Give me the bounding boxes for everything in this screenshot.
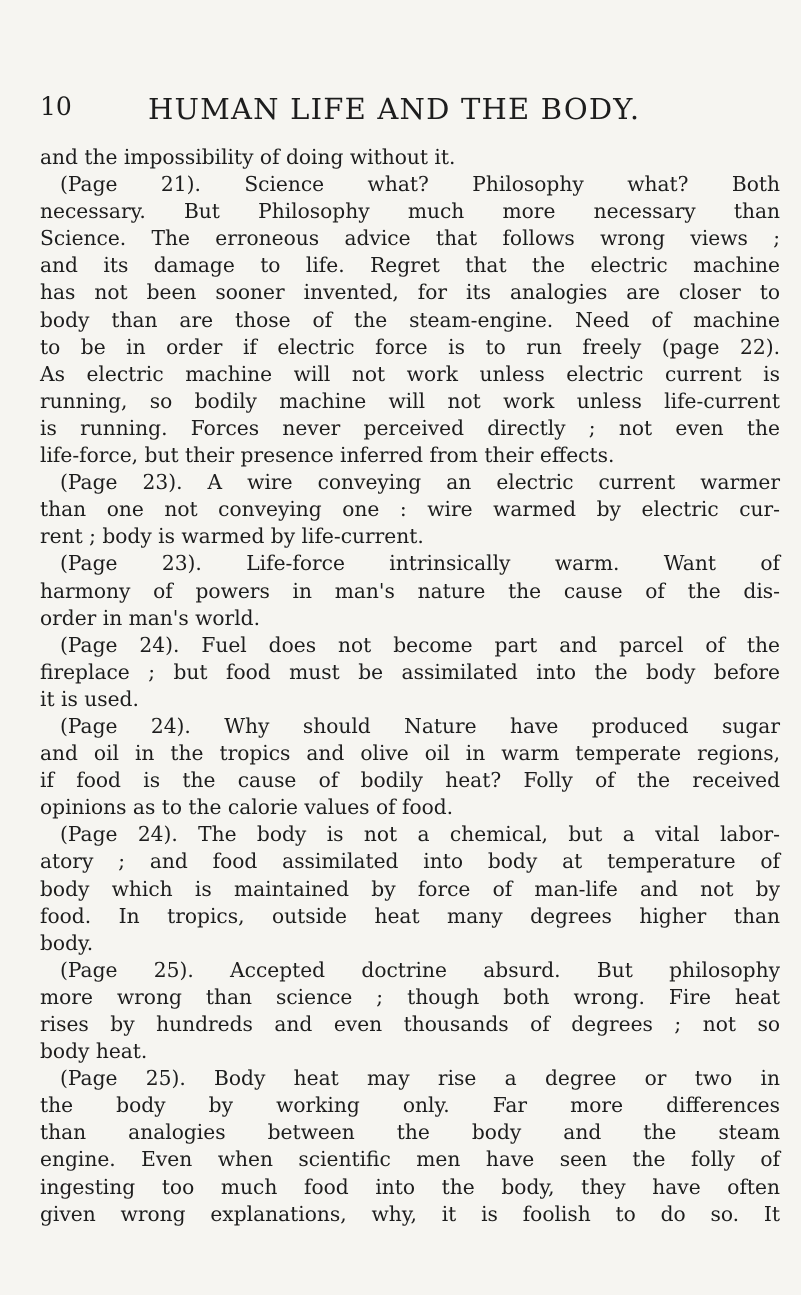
text-line: (Page 24). Why should Nature have produced sugar [60,713,780,738]
running-title: HUMAN LIFE AND THE BODY. [148,92,641,126]
text-line: body. [40,930,94,955]
text-line: (Page 24). The body is not a chemical, but a vital labor- [60,822,780,847]
text-line: opinions as to the calorie values of food. [40,795,454,820]
text-line: than one not conveying one : wire warmed by electric cur- [40,497,780,522]
body-text [40,144,780,1228]
text-line: it is used. [40,686,139,711]
text-line: engine. Even when scientific men have seen the folly of [40,1147,780,1172]
text-line: harmony of powers in man's nature the cause of the dis- [40,578,780,603]
text-line: life-force, but their presence inferred from their effects. [40,443,615,468]
text-line: order in man's world. [40,605,261,630]
text-line: atory ; and food assimilated into body at temperature of [40,849,780,874]
text-line: body than are those of the steam-engine. Need of machine [40,307,780,332]
text-line: running, so bodily machine will not work unless life-current [40,388,780,413]
text-line: Science. The erroneous advice that follows wrong views ; [40,226,780,251]
text-line: to be in order if electric force is to run freely (page 22). [40,334,780,359]
text-line: fireplace ; but food must be assimilated into the body before [40,659,780,684]
text-line: body heat. [40,1039,148,1064]
text-line: body which is maintained by force of man-life and not by [40,876,780,901]
page-header [40,92,800,132]
page-number: 10 [40,92,72,121]
text-line: the body by working only. Far more differences [40,1093,780,1118]
text-line: (Page 25). Body heat may rise a degree or two in [60,1066,780,1091]
text-line: given wrong explanations, why, it is foolish to do so. It [40,1201,780,1226]
text-line: (Page 24). Fuel does not become part and parcel of the [60,632,780,657]
text-line: and its damage to life. Regret that the electric machine [40,253,780,278]
text-line: and oil in the tropics and olive oil in warm temperate regions, [40,741,780,766]
text-line: has not been sooner invented, for its analogies are closer to [40,280,780,305]
text-line: is running. Forces never perceived directly ; not even the [40,415,780,440]
text-line: more wrong than science ; though both wrong. Fire heat [40,984,780,1009]
text-line: rent ; body is warmed by life-current. [40,524,424,549]
text-line: food. In tropics, outside heat many degrees higher than [40,903,780,928]
text-line: ingesting too much food into the body, they have often [40,1174,780,1199]
text-line: (Page 25). Accepted doctrine absurd. But philosophy [60,957,780,982]
text-line: necessary. But Philosophy much more necessary than [40,199,780,224]
text-line: As electric machine will not work unless electric current is [40,361,780,386]
text-line: rises by hundreds and even thousands of degrees ; not so [40,1012,780,1036]
text-line: (Page 21). Science what? Philosophy what? Both [60,172,780,197]
text-line: and the impossibility of doing without it. [40,145,456,169]
text-line: (Page 23). Life-force intrinsically warm. Want of [60,551,780,576]
text-line: than analogies between the body and the steam [40,1120,780,1145]
text-line: (Page 23). A wire conveying an electric current warmer [60,470,780,495]
text-line: if food is the cause of bodily heat? Folly of the received [40,768,780,793]
